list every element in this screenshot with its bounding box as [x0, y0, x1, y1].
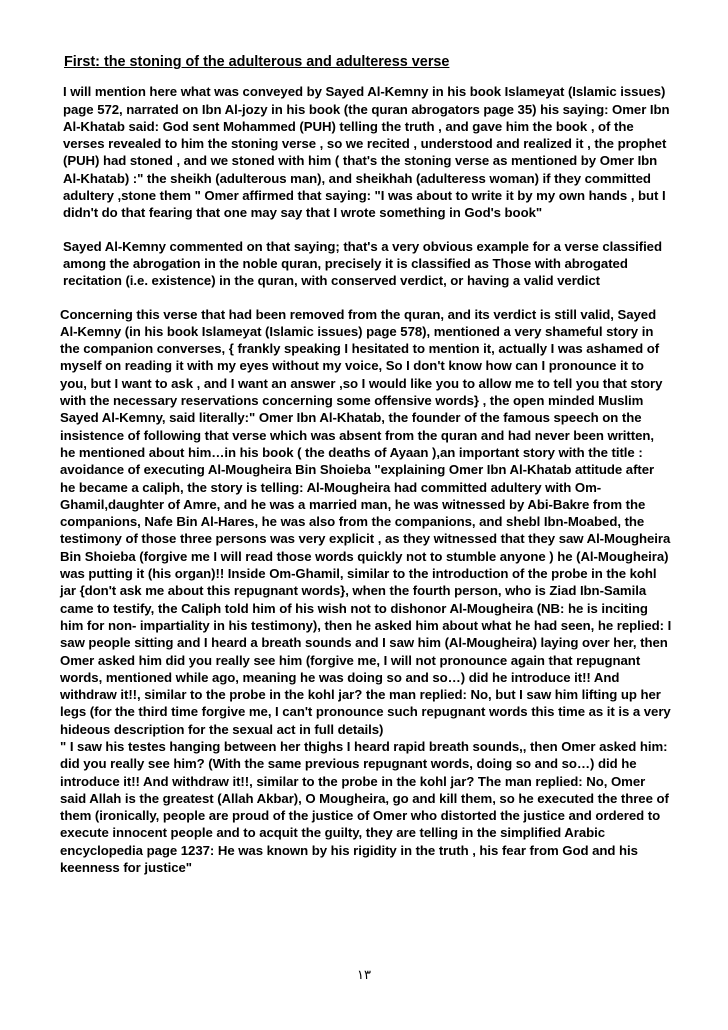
paragraph-3: Concerning this verse that had been removed from the quran, and its verdict is still valid, Sayed Al-Kemny (in his book Islameyat (Islamic issues) page 578), mentioned a very shameful story in the companion converses, { frankly speaking I hesitated to mention it, actually I was ashamed of myself on reading it with my eyes without my voice, So I don't know how can I pronounce it to you, but I want to ask , and I want an answer ,so I would like you to allow me to tell you that story with the necessary reservations concerning some offensive words} , the open minded Muslim Sayed Al-Kemny, said literally:" Omer Ibn Al-Khatab, the founder of the famous speech on the insistence of following that verse which was absent from the quran and had never been written, he mentioned about him…in his book ( the deaths of Ayaan ),an important story with the title : avoidance of executing Al-Mougheira Bin Shoieba "explaining Omer Ibn Al-Khatab attitude after he became a caliph, the story is telling: Al-Mougheira had committed adultery with Om-Ghamil,daughter of Amre, and he was a married man, he was witnessed by Abi-Bakre from the companions, Nafe Bin Al-Hares, he was also from the companions, and shebl Ibn-Moabed, the testimony of those three persons was very explicit , as they witnessed that they saw Al-Mougheira Bin Shoieba (forgive me I will read those words quickly not to stumble anyone ) he (Al-Mougheira) was putting it (his organ)!! Inside Om-Ghamil, similar to the introduction of the probe in the kohl jar {don't ask me about this repugnant words}, when the fourth person, who is Ziad Ibn-Samila came to testify, the Caliph told him of his wish not to dishonor Al-Mougheira (NB: he is inciting him for non- impartiality in his testimony), then he asked him about what he had seen, he replied: I saw people sitting and I heard a breath sounds and I saw him (Al-Mougheira) laying over her, then Omer asked him did you really see him (forgive me, I will not pronounce again that repugnant words, mentioned while ago, meaning he was doing so and so…) did he introduce it!! And withdraw it!!, similar to the probe in the kohl jar? the man replied: No, but I saw him lifting up her legs (for the third time forgive me, I can't pronounce such repugnant words this time as it is a very hideous description for the sexual act in full details): [60, 306, 672, 737]
document-page: [60, 54, 672, 892]
page-number: ١٣: [357, 968, 371, 983]
paragraph-4: " I saw his testes hanging between her thighs I heard rapid breath sounds,, then Omer asked him: did you really see him? (With the same previous repugnant words, doing so and so…) did he introduce it!! And withdraw it!!, similar to the probe in the kohl jar? The man replied: No, Omer said Allah is the greatest (Allah Akbar), O Mougheira, go and kill them, so he executed the three of them (ironically, people are proud of the justice of Omer who distorted the justice and ordered to execute innocent people and to acquit the guilty, they are telling in the simplified Arabic encyclopedia page 1237: He was known by his rigidity in the truth , his fear from God and his keenness for justice": [60, 738, 669, 876]
section-heading: First: the stoning of the adulterous and adulteress verse: [64, 54, 450, 70]
paragraph-2: Sayed Al-Kemny commented on that saying; that's a very obvious example for a verse classified among the abrogation in the noble quran, precisely it is classified as Those with abrogated recitation (i.e. existence) in the quran, with conserved verdict, or having a valid verdict: [63, 238, 662, 289]
paragraph-1: I will mention here what was conveyed by Sayed Al-Kemny in his book Islameyat (Islamic issues) page 572, narrated on Ibn Al-jozy in his book (the quran abrogators page 35) his saying: Omer Ibn Al-Khatab said: God sent Mohammed (PUH) telling the truth , and gave him the book , of the verses revealed to him the stoning verse , so we recited , understood and realized it , the prophet (PUH) had stoned , and we stoned with him ( that's the stoning verse as mentioned by Omer Ibn Al-Khatab) :" the sheikh (adulterous man), and sheikhah (adulteress woman) if they committed adultery ,stone them " Omer affirmed that saying: "I was about to write it by my own hands , but I didn't do that fearing that one may say that I wrote something in God's book": [63, 84, 670, 221]
